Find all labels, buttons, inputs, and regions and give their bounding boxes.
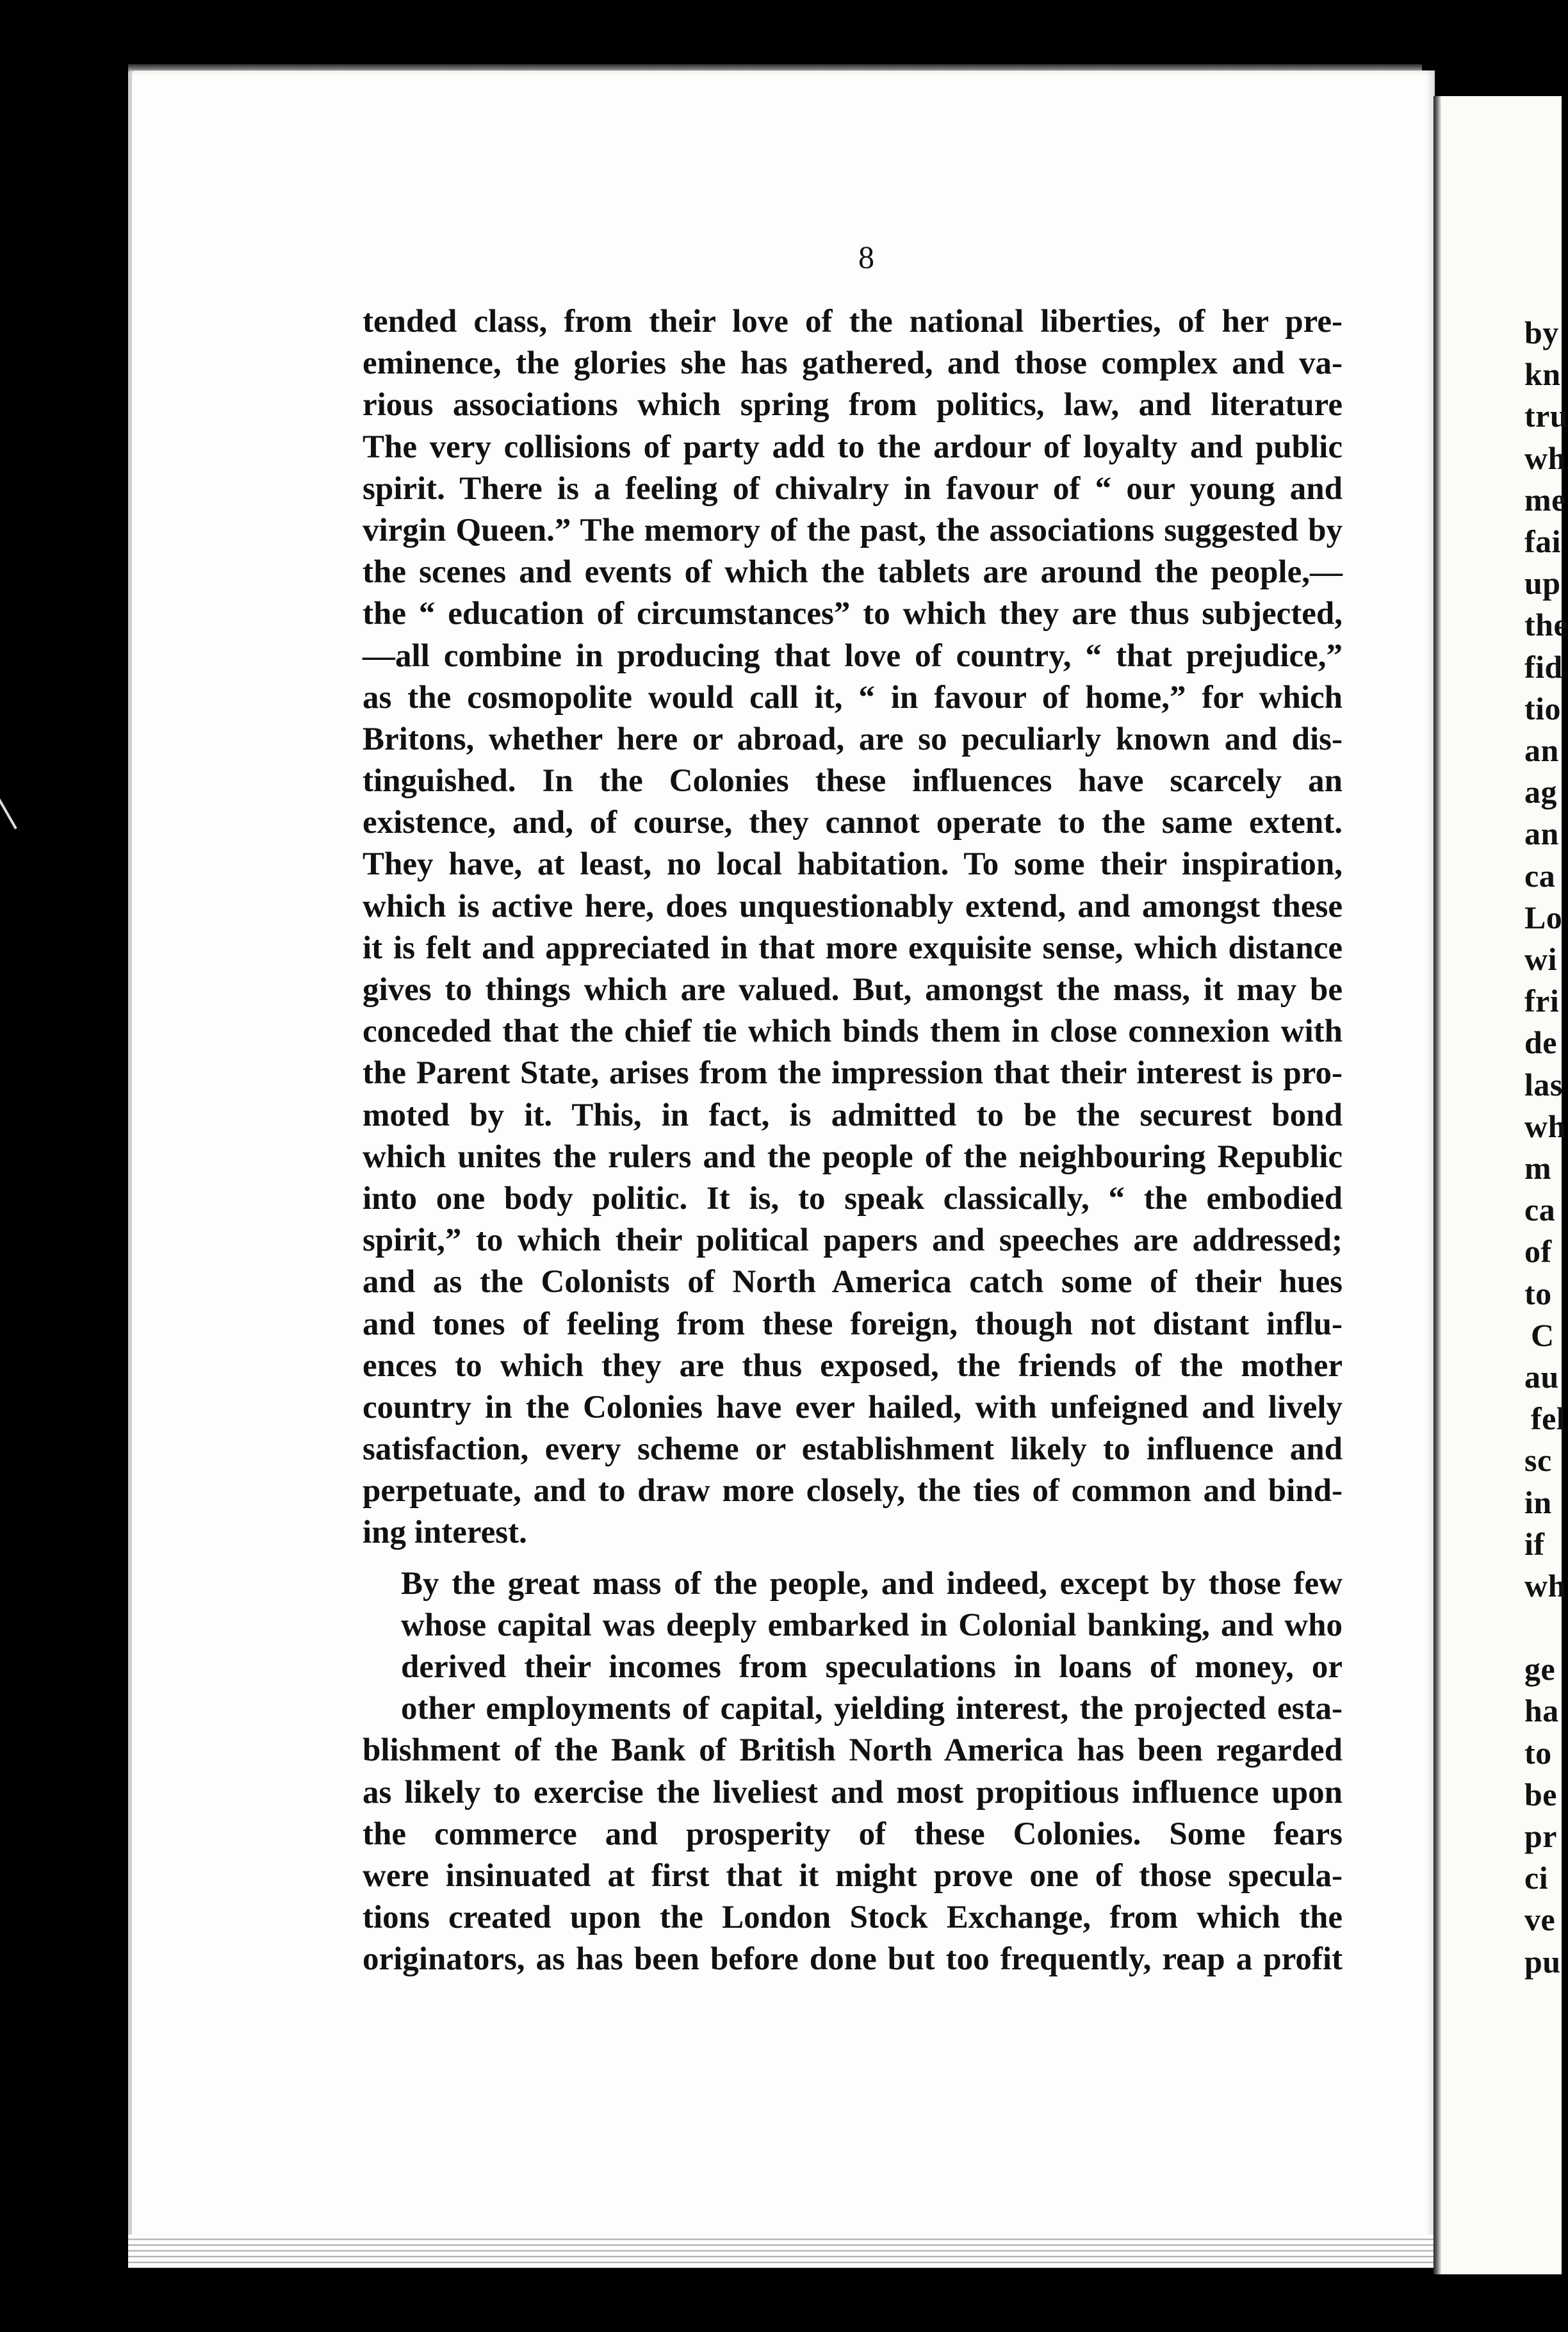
- facing-page-text-fragment: tio: [1524, 690, 1562, 727]
- text-line: other employments of capital, yielding interest, the projected esta-: [401, 1691, 1343, 1727]
- text-line: and as the Colonists of North America catch some of their hues: [363, 1264, 1343, 1301]
- facing-page-text-fragment: ca: [1524, 1192, 1556, 1228]
- facing-page-text-fragment: de: [1524, 1024, 1557, 1061]
- text-line: blishment of the Bank of British North America has been regarded: [363, 1732, 1343, 1769]
- text-line: virgin Queen.” The memory of the past, the associations suggested by: [363, 512, 1343, 548]
- text-line: conceded that the chief tie which binds them in close connexion with: [363, 1014, 1343, 1050]
- facing-page-text-fragment: an: [1524, 816, 1559, 852]
- text-line: perpetuate, and to draw more closely, the ties of common and bind-: [363, 1473, 1343, 1509]
- facing-page-text-fragment: sc: [1524, 1442, 1552, 1479]
- facing-page-text-fragment: of: [1524, 1233, 1552, 1270]
- facing-page-fragment: [1441, 96, 1568, 2274]
- facing-page-text-fragment: if: [1524, 1525, 1545, 1562]
- text-line: the scenes and events of which the tablets are around the people,—: [363, 554, 1343, 591]
- facing-page-text-fragment: las: [1524, 1066, 1563, 1103]
- facing-page-text-fragment: wh: [1524, 439, 1566, 476]
- text-line: tions created upon the London Stock Exchange, from which the: [363, 1900, 1343, 1936]
- facing-page-text-fragment: fai: [1524, 523, 1562, 559]
- facing-page-text-fragment: by: [1524, 315, 1559, 350]
- facing-page-text-fragment: to: [1524, 1734, 1552, 1771]
- text-line: and tones of feeling from these foreign, though not distant influ-: [363, 1306, 1343, 1342]
- page-bottom-edge: [128, 2235, 1435, 2268]
- facing-page-text-fragment: ca: [1524, 857, 1556, 894]
- facing-page-text-fragment: an: [1524, 732, 1559, 768]
- facing-page-text-fragment: to: [1524, 1275, 1552, 1311]
- text-line: eminence, the glories she has gathered, and those complex and va-: [363, 345, 1343, 382]
- facing-page-text-fragment: fel: [1531, 1400, 1566, 1437]
- text-line: were insinuated at first that it might prove one of those specula-: [363, 1857, 1343, 1894]
- paragraph-2: [363, 1563, 1343, 1981]
- facing-page-text-fragment: ge: [1524, 1651, 1556, 1687]
- body-text: [363, 301, 1343, 1981]
- text-line: country in the Colonies have ever hailed, with unfeigned and lively: [363, 1389, 1343, 1425]
- facing-page-text-fragment: in: [1524, 1484, 1552, 1520]
- page-number: 8: [858, 239, 874, 275]
- facing-page-text-fragment: C: [1531, 1317, 1555, 1353]
- text-line: —all combine in producing that love of country, “ that prejudice,”: [363, 637, 1343, 674]
- text-line: the commerce and prosperity of these Colonies. Some fears: [363, 1816, 1343, 1852]
- facing-page-text-fragment: m: [1524, 1150, 1552, 1186]
- text-line: as the cosmopolite would call it, “ in favour of home,” for which: [363, 679, 1343, 716]
- text-line: spirit. There is a feeling of chivalry in favour of “ our young and: [363, 470, 1343, 507]
- facing-page-text-fragment: tru: [1524, 398, 1568, 434]
- paragraph-1: [363, 301, 1343, 1554]
- facing-page-text-fragment: pu: [1524, 1943, 1561, 1980]
- text-line: it is felt and appreciated in that more exquisite sense, which distance: [363, 930, 1343, 966]
- facing-page-text-fragment: fri: [1524, 983, 1560, 1019]
- facing-page-text-fragment: pr: [1524, 1818, 1557, 1854]
- facing-page-text-fragment: ci: [1524, 1860, 1549, 1896]
- facing-page-text-fragment: me: [1524, 481, 1566, 518]
- text-line: tended class, from their love of the national liberties, of her pre-: [363, 304, 1343, 340]
- facing-page-text-fragment: kn: [1524, 356, 1561, 393]
- text-line: whose capital was deeply embarked in Colonial banking, and who: [401, 1607, 1343, 1643]
- facing-page-text-fragment: Lo: [1524, 899, 1563, 935]
- facing-page-text-fragment: ha: [1524, 1693, 1559, 1729]
- text-line: existence, and, of course, they cannot operate to the same extent.: [363, 805, 1343, 841]
- facing-page-text-fragment: wh: [1524, 1108, 1566, 1144]
- text-line: satisfaction, every scheme or establishment likely to influence and: [363, 1431, 1343, 1468]
- text-line: Britons, whether here or abroad, are so peculiarly known and dis-: [363, 721, 1343, 757]
- text-line: into one body politic. It is, to speak classically, “ the embodied: [363, 1180, 1343, 1217]
- text-line: ing interest.: [363, 1515, 527, 1551]
- text-line: ences to which they are thus exposed, the friends of the mother: [363, 1347, 1343, 1384]
- text-line: moted by it. This, in fact, is admitted to be the securest bond: [363, 1097, 1343, 1133]
- facing-page-text-fragment: the: [1524, 607, 1568, 643]
- scan-artifact: [0, 785, 34, 830]
- text-line: The very collisions of party add to the ardour of loyalty and public: [363, 429, 1343, 465]
- facing-page-text-fragment: ag: [1524, 774, 1557, 810]
- text-line: They have, at least, no local habitation. To some their inspiration,: [363, 846, 1343, 883]
- text-line: spirit,” to which their political papers and speeches are addressed;: [363, 1222, 1343, 1259]
- facing-page-text-fragment: be: [1524, 1776, 1557, 1812]
- text-line: gives to things which are valued. But, amongst the mass, it may be: [363, 972, 1343, 1008]
- text-line: as likely to exercise the liveliest and most propitious influence upon: [363, 1774, 1343, 1811]
- text-line: which is active here, does unquestionably extend, and amongst these: [363, 888, 1343, 924]
- facing-page-text-fragment: ve: [1524, 1901, 1556, 1938]
- text-line: tinguished. In the Colonies these influences have scarcely an: [363, 763, 1343, 800]
- text-line: originators, as has been before done but too frequently, reap a profit: [363, 1941, 1343, 1978]
- text-line: which unites the rulers and the people of the neighbouring Republic: [363, 1138, 1343, 1175]
- text-line: rious associations which spring from politics, law, and literature: [363, 387, 1343, 423]
- text-line: the Parent State, arises from the impression that their interest is pro-: [363, 1055, 1343, 1092]
- facing-page-text-fragment: au: [1524, 1359, 1559, 1395]
- text-line: derived their incomes from speculations in loans of money, or: [401, 1649, 1343, 1685]
- facing-page-text-fragment: up: [1524, 565, 1561, 602]
- book-gutter: [1433, 96, 1441, 2274]
- text-line: By the great mass of the people, and indeed, except by those few: [401, 1565, 1343, 1602]
- facing-page-text-fragment: wi: [1524, 941, 1557, 977]
- facing-page-text-fragment: wh: [1524, 1568, 1566, 1604]
- text-line: the “ education of circumstances” to which they are thus subjected,: [363, 596, 1343, 632]
- facing-page-text-fragment: fid: [1524, 648, 1563, 685]
